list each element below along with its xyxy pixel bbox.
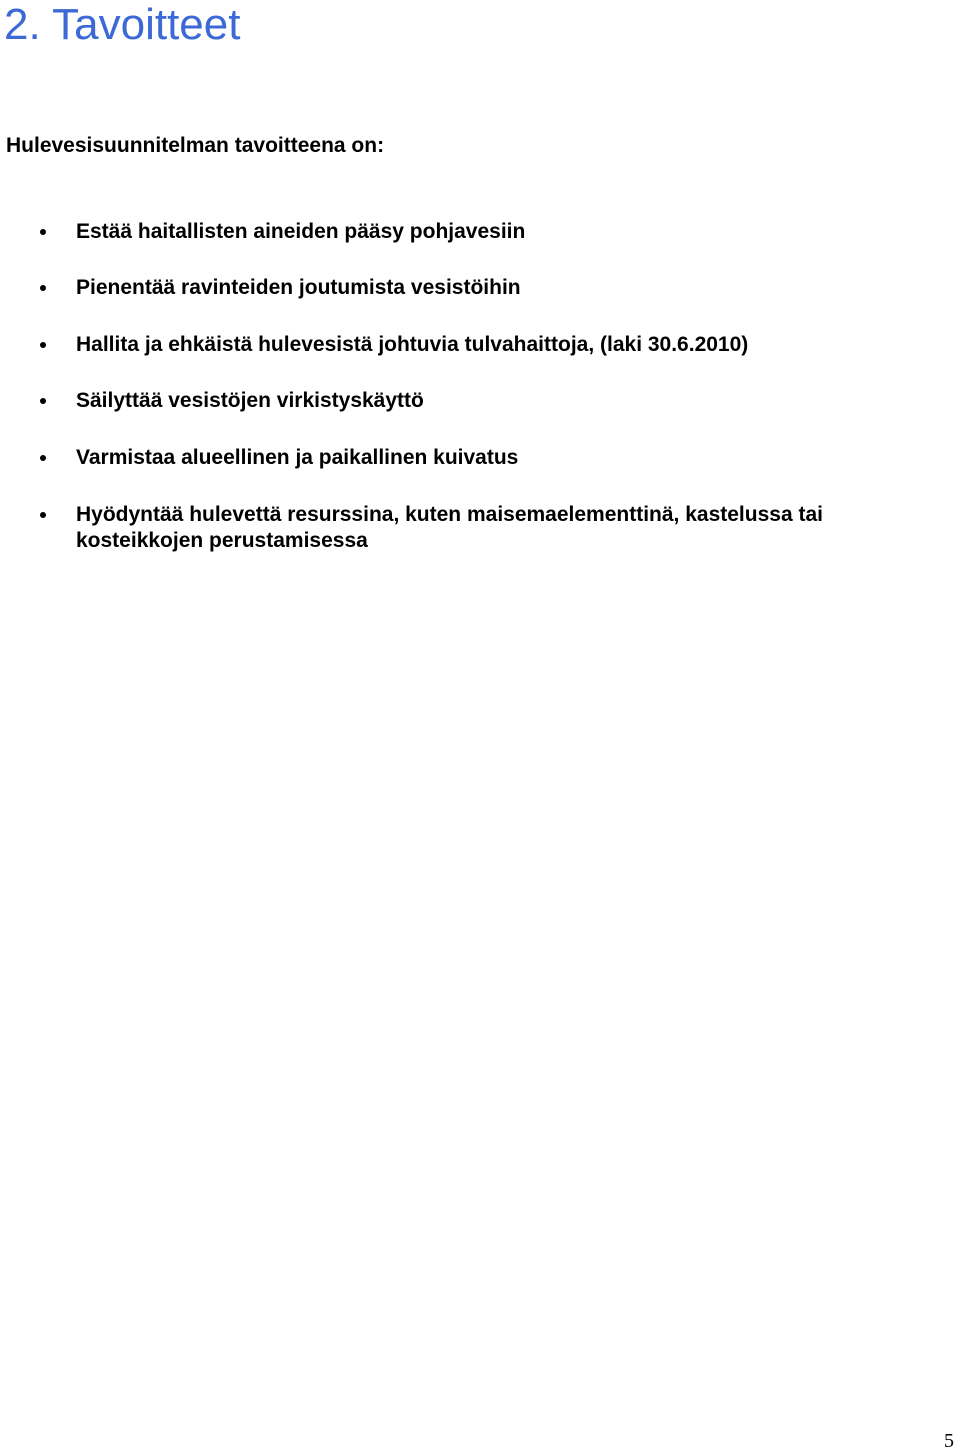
goal-text: Hyödyntää hulevettä resurssina, kuten maisemaelementtinä, kastelussa tai kosteikkojen perustamisessa: [76, 503, 823, 552]
page-heading: 2. Tavoitteet: [4, 0, 241, 49]
page-number: 5: [944, 1430, 954, 1452]
goal-text: Pienentää ravinteiden joutumista vesistöihin: [76, 276, 521, 299]
bullet-icon: [40, 342, 46, 348]
goal-text: Varmistaa alueellinen ja paikallinen kuivatus: [76, 446, 519, 469]
goal-text: Estää haitallisten aineiden pääsy pohjavesiin: [76, 220, 526, 243]
bullet-icon: [40, 455, 46, 461]
bullet-icon: [40, 512, 46, 518]
bullet-icon: [40, 229, 46, 235]
intro-text: Hulevesisuunnitelman tavoitteena on:: [6, 134, 385, 157]
goal-text: Säilyttää vesistöjen virkistyskäyttö: [76, 389, 424, 412]
goal-text: Hallita ja ehkäistä hulevesistä johtuvia tulvahaittoja, (laki 30.6.2010): [76, 333, 749, 356]
bullet-icon: [40, 285, 46, 291]
bullet-icon: [40, 398, 46, 404]
